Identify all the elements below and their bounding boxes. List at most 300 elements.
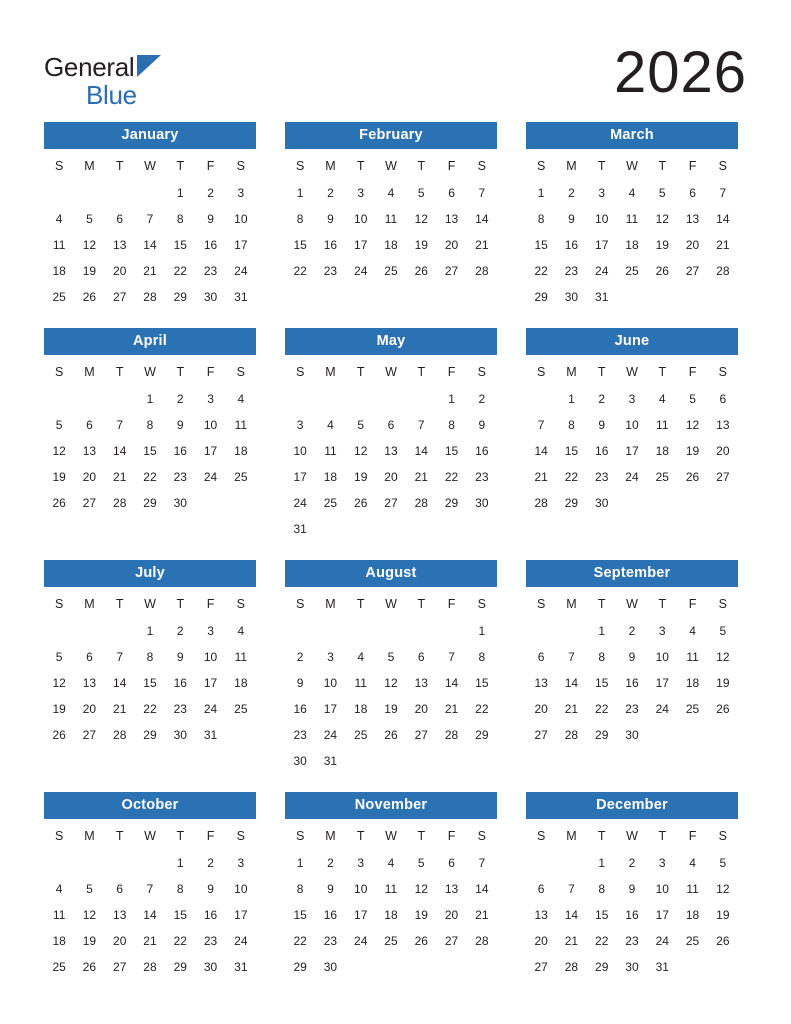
day-cell[interactable]: 10	[203, 418, 218, 432]
day-cell[interactable]: 9	[296, 676, 304, 690]
day-cell[interactable]: 20	[444, 908, 459, 922]
day-cell[interactable]: 12	[354, 444, 368, 458]
day-cell[interactable]: 12	[685, 418, 700, 432]
day-cell[interactable]: 10	[655, 882, 669, 896]
day-cell[interactable]: 29	[173, 960, 187, 974]
day-cell[interactable]: 17	[595, 238, 609, 252]
day-cell[interactable]: 2	[176, 392, 184, 406]
day-cell[interactable]: 16	[293, 702, 307, 716]
day-cell[interactable]: 26	[354, 496, 368, 510]
day-cell[interactable]: 16	[203, 908, 218, 922]
day-cell[interactable]: 23	[203, 264, 218, 278]
day-cell[interactable]: 6	[537, 882, 545, 896]
day-cell[interactable]: 4	[237, 392, 245, 406]
day-cell[interactable]: 21	[113, 702, 127, 716]
day-cell[interactable]: 6	[86, 650, 93, 664]
day-cell[interactable]: 26	[655, 264, 669, 278]
day-cell[interactable]: 8	[146, 418, 154, 432]
day-cell[interactable]: 8	[568, 418, 575, 432]
day-cell[interactable]: 11	[52, 238, 66, 252]
day-cell[interactable]: 15	[293, 908, 307, 922]
day-cell[interactable]: 30	[323, 960, 338, 974]
day-cell[interactable]: 21	[716, 238, 730, 252]
day-cell[interactable]: 4	[55, 882, 63, 896]
day-cell[interactable]: 4	[327, 418, 334, 432]
day-cell[interactable]: 3	[598, 186, 606, 200]
day-cell[interactable]: 8	[478, 650, 486, 664]
day-cell[interactable]: 14	[534, 444, 548, 458]
day-cell[interactable]: 13	[82, 444, 97, 458]
day-cell[interactable]: 28	[475, 934, 489, 948]
day-cell[interactable]: 28	[534, 496, 548, 510]
day-cell[interactable]: 21	[534, 470, 548, 484]
day-cell[interactable]: 4	[387, 186, 395, 200]
day-cell[interactable]: 6	[417, 650, 425, 664]
day-cell[interactable]: 15	[143, 676, 157, 690]
day-cell[interactable]: 5	[658, 186, 666, 200]
day-cell[interactable]: 24	[323, 728, 338, 742]
day-cell[interactable]: 1	[146, 624, 154, 638]
day-cell[interactable]: 31	[323, 754, 338, 768]
day-cell[interactable]: 25	[685, 702, 700, 716]
day-cell[interactable]: 12	[414, 212, 428, 226]
day-cell[interactable]: 20	[113, 264, 127, 278]
day-cell[interactable]: 7	[448, 650, 455, 664]
day-cell[interactable]: 12	[384, 676, 398, 690]
day-cell[interactable]: 19	[414, 238, 428, 252]
day-cell[interactable]: 21	[475, 908, 489, 922]
day-cell[interactable]: 11	[656, 418, 669, 432]
day-cell[interactable]: 24	[293, 496, 307, 510]
day-cell[interactable]: 24	[655, 702, 669, 716]
day-cell[interactable]: 10	[354, 882, 368, 896]
day-cell[interactable]: 23	[173, 470, 187, 484]
day-cell[interactable]: 22	[173, 934, 187, 948]
day-cell[interactable]: 13	[444, 212, 459, 226]
day-cell[interactable]: 24	[354, 264, 368, 278]
day-cell[interactable]: 20	[534, 702, 548, 716]
day-cell[interactable]: 5	[357, 418, 365, 432]
day-cell[interactable]: 16	[625, 908, 639, 922]
day-cell[interactable]: 19	[384, 702, 398, 716]
day-cell[interactable]: 20	[82, 470, 97, 484]
day-cell[interactable]: 5	[719, 624, 727, 638]
day-cell[interactable]: 27	[82, 496, 97, 510]
day-cell[interactable]: 15	[444, 444, 459, 458]
day-cell[interactable]: 2	[296, 650, 304, 664]
day-cell[interactable]: 27	[113, 960, 127, 974]
day-cell[interactable]: 28	[564, 728, 579, 742]
day-cell[interactable]: 15	[564, 444, 579, 458]
day-cell[interactable]: 1	[598, 624, 606, 638]
day-cell[interactable]: 10	[234, 882, 248, 896]
day-cell[interactable]: 7	[537, 418, 545, 432]
day-cell[interactable]: 23	[293, 728, 307, 742]
day-cell[interactable]: 27	[82, 728, 97, 742]
day-cell[interactable]: 7	[146, 212, 154, 226]
day-cell[interactable]: 21	[414, 470, 428, 484]
day-cell[interactable]: 15	[534, 238, 548, 252]
day-cell[interactable]: 24	[234, 264, 248, 278]
day-cell[interactable]: 22	[173, 264, 187, 278]
day-cell[interactable]: 15	[173, 908, 187, 922]
day-cell[interactable]: 19	[716, 676, 730, 690]
day-cell[interactable]: 6	[537, 650, 545, 664]
day-cell[interactable]: 19	[52, 470, 66, 484]
day-cell[interactable]: 9	[598, 418, 606, 432]
day-cell[interactable]: 10	[293, 444, 307, 458]
day-cell[interactable]: 14	[716, 212, 730, 226]
day-cell[interactable]: 19	[354, 470, 368, 484]
day-cell[interactable]: 30	[475, 496, 489, 510]
day-cell[interactable]: 12	[52, 444, 66, 458]
day-cell[interactable]: 6	[448, 186, 455, 200]
day-cell[interactable]: 25	[354, 728, 368, 742]
day-cell[interactable]: 10	[595, 212, 609, 226]
day-cell[interactable]: 9	[327, 882, 334, 896]
day-cell[interactable]: 21	[564, 934, 579, 948]
day-cell[interactable]: 17	[323, 702, 338, 716]
day-cell[interactable]: 28	[143, 290, 157, 304]
day-cell[interactable]: 18	[685, 676, 700, 690]
day-cell[interactable]: 17	[234, 908, 248, 922]
day-cell[interactable]: 28	[716, 264, 730, 278]
day-cell[interactable]: 24	[655, 934, 669, 948]
day-cell[interactable]: 4	[387, 856, 395, 870]
day-cell[interactable]: 3	[628, 392, 636, 406]
day-cell[interactable]: 21	[564, 702, 579, 716]
day-cell[interactable]: 16	[203, 238, 218, 252]
day-cell[interactable]: 9	[327, 212, 334, 226]
day-cell[interactable]: 21	[113, 470, 127, 484]
day-cell[interactable]: 10	[323, 676, 338, 690]
day-cell[interactable]: 15	[173, 238, 187, 252]
day-cell[interactable]: 23	[595, 470, 609, 484]
day-cell[interactable]: 12	[52, 676, 66, 690]
day-cell[interactable]: 5	[719, 856, 727, 870]
day-cell[interactable]: 24	[234, 934, 248, 948]
day-cell[interactable]: 25	[384, 934, 398, 948]
day-cell[interactable]: 2	[207, 186, 214, 200]
day-cell[interactable]: 2	[598, 392, 606, 406]
day-cell[interactable]: 25	[234, 702, 248, 716]
day-cell[interactable]: 5	[86, 882, 93, 896]
day-cell[interactable]: 29	[475, 728, 489, 742]
day-cell[interactable]: 24	[625, 470, 639, 484]
day-cell[interactable]: 30	[173, 728, 187, 742]
day-cell[interactable]: 17	[354, 238, 368, 252]
day-cell[interactable]: 5	[417, 856, 425, 870]
day-cell[interactable]: 23	[203, 934, 218, 948]
day-cell[interactable]: 5	[387, 650, 395, 664]
day-cell[interactable]: 29	[143, 728, 157, 742]
day-cell[interactable]: 27	[444, 264, 459, 278]
day-cell[interactable]: 26	[52, 496, 66, 510]
day-cell[interactable]: 7	[478, 856, 486, 870]
day-cell[interactable]: 20	[444, 238, 459, 252]
day-cell[interactable]: 5	[86, 212, 93, 226]
day-cell[interactable]: 10	[354, 212, 368, 226]
day-cell[interactable]: 9	[207, 212, 214, 226]
day-cell[interactable]: 2	[628, 624, 636, 638]
day-cell[interactable]: 21	[444, 702, 459, 716]
day-cell[interactable]: 25	[685, 934, 700, 948]
day-cell[interactable]: 3	[327, 650, 334, 664]
day-cell[interactable]: 1	[296, 856, 304, 870]
day-cell[interactable]: 24	[595, 264, 609, 278]
day-cell[interactable]: 3	[658, 856, 666, 870]
day-cell[interactable]: 26	[716, 934, 730, 948]
day-cell[interactable]: 5	[55, 418, 63, 432]
day-cell[interactable]: 17	[203, 444, 218, 458]
day-cell[interactable]: 24	[354, 934, 368, 948]
day-cell[interactable]: 22	[143, 702, 157, 716]
day-cell[interactable]: 24	[203, 470, 218, 484]
day-cell[interactable]: 11	[625, 212, 639, 226]
day-cell[interactable]: 18	[323, 470, 338, 484]
day-cell[interactable]: 18	[625, 238, 639, 252]
day-cell[interactable]: 18	[52, 264, 66, 278]
day-cell[interactable]: 9	[176, 650, 184, 664]
day-cell[interactable]: 26	[82, 290, 97, 304]
day-cell[interactable]: 2	[628, 856, 636, 870]
day-cell[interactable]: 6	[689, 186, 696, 200]
day-cell[interactable]: 4	[658, 392, 666, 406]
day-cell[interactable]: 9	[628, 882, 636, 896]
day-cell[interactable]: 26	[82, 960, 97, 974]
day-cell[interactable]: 1	[478, 624, 486, 638]
day-cell[interactable]: 11	[686, 882, 699, 896]
day-cell[interactable]: 28	[475, 264, 489, 278]
day-cell[interactable]: 25	[52, 290, 66, 304]
day-cell[interactable]: 6	[719, 392, 727, 406]
day-cell[interactable]: 19	[655, 238, 669, 252]
day-cell[interactable]: 18	[52, 934, 66, 948]
day-cell[interactable]: 14	[414, 444, 428, 458]
day-cell[interactable]: 27	[685, 264, 700, 278]
day-cell[interactable]: 18	[354, 702, 368, 716]
day-cell[interactable]: 3	[357, 856, 365, 870]
day-cell[interactable]: 11	[384, 212, 398, 226]
day-cell[interactable]: 1	[296, 186, 304, 200]
day-cell[interactable]: 12	[716, 650, 730, 664]
day-cell[interactable]: 20	[113, 934, 127, 948]
day-cell[interactable]: 30	[595, 496, 609, 510]
day-cell[interactable]: 17	[203, 676, 218, 690]
day-cell[interactable]: 28	[113, 728, 127, 742]
day-cell[interactable]: 27	[414, 728, 428, 742]
day-cell[interactable]: 23	[564, 264, 579, 278]
day-cell[interactable]: 8	[537, 212, 545, 226]
day-cell[interactable]: 18	[685, 908, 700, 922]
day-cell[interactable]: 28	[444, 728, 459, 742]
day-cell[interactable]: 6	[116, 882, 124, 896]
day-cell[interactable]: 13	[414, 676, 428, 690]
day-cell[interactable]: 27	[113, 290, 127, 304]
day-cell[interactable]: 27	[534, 960, 548, 974]
day-cell[interactable]: 20	[82, 702, 97, 716]
day-cell[interactable]: 26	[414, 264, 428, 278]
day-cell[interactable]: 6	[448, 856, 455, 870]
day-cell[interactable]: 14	[564, 676, 579, 690]
day-cell[interactable]: 3	[207, 392, 214, 406]
day-cell[interactable]: 8	[176, 882, 184, 896]
day-cell[interactable]: 16	[173, 676, 187, 690]
day-cell[interactable]: 4	[357, 650, 365, 664]
day-cell[interactable]: 14	[444, 676, 459, 690]
day-cell[interactable]: 3	[207, 624, 214, 638]
day-cell[interactable]: 8	[598, 882, 606, 896]
day-cell[interactable]: 3	[357, 186, 365, 200]
day-cell[interactable]: 26	[384, 728, 398, 742]
day-cell[interactable]: 12	[82, 908, 97, 922]
day-cell[interactable]: 14	[475, 882, 489, 896]
day-cell[interactable]: 23	[475, 470, 489, 484]
day-cell[interactable]: 22	[475, 702, 489, 716]
day-cell[interactable]: 1	[448, 392, 455, 406]
day-cell[interactable]: 26	[685, 470, 700, 484]
day-cell[interactable]: 27	[384, 496, 398, 510]
day-cell[interactable]: 12	[82, 238, 97, 252]
day-cell[interactable]: 22	[595, 702, 609, 716]
day-cell[interactable]: 18	[384, 238, 398, 252]
day-cell[interactable]: 4	[689, 624, 696, 638]
day-cell[interactable]: 22	[595, 934, 609, 948]
day-cell[interactable]: 31	[234, 290, 248, 304]
day-cell[interactable]: 7	[719, 186, 727, 200]
day-cell[interactable]: 27	[534, 728, 548, 742]
day-cell[interactable]: 19	[685, 444, 700, 458]
day-cell[interactable]: 9	[176, 418, 184, 432]
day-cell[interactable]: 15	[595, 676, 609, 690]
day-cell[interactable]: 29	[173, 290, 187, 304]
day-cell[interactable]: 5	[55, 650, 63, 664]
day-cell[interactable]: 13	[113, 238, 127, 252]
day-cell[interactable]: 8	[598, 650, 606, 664]
day-cell[interactable]: 18	[655, 444, 669, 458]
day-cell[interactable]: 30	[173, 496, 187, 510]
day-cell[interactable]: 20	[534, 934, 548, 948]
day-cell[interactable]: 31	[595, 290, 609, 304]
day-cell[interactable]: 4	[55, 212, 63, 226]
day-cell[interactable]: 13	[384, 444, 398, 458]
day-cell[interactable]: 11	[234, 650, 248, 664]
day-cell[interactable]: 22	[293, 264, 307, 278]
day-cell[interactable]: 1	[146, 392, 154, 406]
day-cell[interactable]: 20	[716, 444, 730, 458]
day-cell[interactable]: 22	[444, 470, 459, 484]
day-cell[interactable]: 13	[113, 908, 127, 922]
day-cell[interactable]: 17	[234, 238, 248, 252]
day-cell[interactable]: 1	[598, 856, 606, 870]
day-cell[interactable]: 29	[595, 960, 609, 974]
day-cell[interactable]: 11	[384, 882, 398, 896]
day-cell[interactable]: 28	[564, 960, 579, 974]
day-cell[interactable]: 29	[444, 496, 459, 510]
day-cell[interactable]: 4	[628, 186, 636, 200]
day-cell[interactable]: 20	[414, 702, 428, 716]
day-cell[interactable]: 3	[296, 418, 304, 432]
day-cell[interactable]: 16	[173, 444, 187, 458]
day-cell[interactable]: 29	[534, 290, 548, 304]
day-cell[interactable]: 10	[625, 418, 639, 432]
day-cell[interactable]: 18	[384, 908, 398, 922]
day-cell[interactable]: 25	[384, 264, 398, 278]
day-cell[interactable]: 13	[534, 676, 548, 690]
day-cell[interactable]: 13	[82, 676, 97, 690]
day-cell[interactable]: 11	[686, 650, 699, 664]
day-cell[interactable]: 14	[143, 908, 157, 922]
day-cell[interactable]: 23	[625, 702, 639, 716]
day-cell[interactable]: 27	[716, 470, 730, 484]
day-cell[interactable]: 1	[537, 186, 545, 200]
day-cell[interactable]: 23	[625, 934, 639, 948]
day-cell[interactable]: 14	[143, 238, 157, 252]
day-cell[interactable]: 17	[655, 676, 669, 690]
day-cell[interactable]: 15	[143, 444, 157, 458]
day-cell[interactable]: 29	[564, 496, 579, 510]
day-cell[interactable]: 13	[444, 882, 459, 896]
day-cell[interactable]: 22	[534, 264, 548, 278]
day-cell[interactable]: 30	[293, 754, 307, 768]
day-cell[interactable]: 25	[234, 470, 248, 484]
day-cell[interactable]: 11	[52, 908, 66, 922]
day-cell[interactable]: 31	[293, 522, 307, 536]
day-cell[interactable]: 6	[387, 418, 395, 432]
day-cell[interactable]: 12	[414, 882, 428, 896]
day-cell[interactable]: 30	[564, 290, 579, 304]
day-cell[interactable]: 26	[414, 934, 428, 948]
day-cell[interactable]: 16	[625, 676, 639, 690]
day-cell[interactable]: 7	[146, 882, 154, 896]
day-cell[interactable]: 17	[655, 908, 669, 922]
day-cell[interactable]: 6	[116, 212, 124, 226]
day-cell[interactable]: 9	[207, 882, 214, 896]
day-cell[interactable]: 23	[323, 934, 338, 948]
day-cell[interactable]: 11	[234, 418, 248, 432]
day-cell[interactable]: 11	[354, 676, 367, 690]
day-cell[interactable]: 7	[568, 650, 575, 664]
day-cell[interactable]: 25	[323, 496, 338, 510]
day-cell[interactable]: 2	[207, 856, 214, 870]
day-cell[interactable]: 11	[324, 444, 337, 458]
day-cell[interactable]: 3	[658, 624, 666, 638]
day-cell[interactable]: 25	[52, 960, 66, 974]
day-cell[interactable]: 23	[323, 264, 338, 278]
day-cell[interactable]: 7	[568, 882, 575, 896]
day-cell[interactable]: 10	[203, 650, 218, 664]
day-cell[interactable]: 9	[628, 650, 636, 664]
day-cell[interactable]: 13	[534, 908, 548, 922]
day-cell[interactable]: 22	[293, 934, 307, 948]
day-cell[interactable]: 3	[237, 186, 245, 200]
day-cell[interactable]: 20	[384, 470, 398, 484]
day-cell[interactable]: 15	[293, 238, 307, 252]
day-cell[interactable]: 17	[293, 470, 307, 484]
day-cell[interactable]: 16	[595, 444, 609, 458]
day-cell[interactable]: 25	[655, 470, 669, 484]
day-cell[interactable]: 2	[568, 186, 575, 200]
day-cell[interactable]: 8	[176, 212, 184, 226]
day-cell[interactable]: 22	[564, 470, 579, 484]
day-cell[interactable]: 22	[143, 470, 157, 484]
day-cell[interactable]: 16	[564, 238, 579, 252]
day-cell[interactable]: 21	[475, 238, 489, 252]
day-cell[interactable]: 12	[655, 212, 669, 226]
day-cell[interactable]: 8	[448, 418, 455, 432]
day-cell[interactable]: 29	[143, 496, 157, 510]
day-cell[interactable]: 10	[234, 212, 248, 226]
